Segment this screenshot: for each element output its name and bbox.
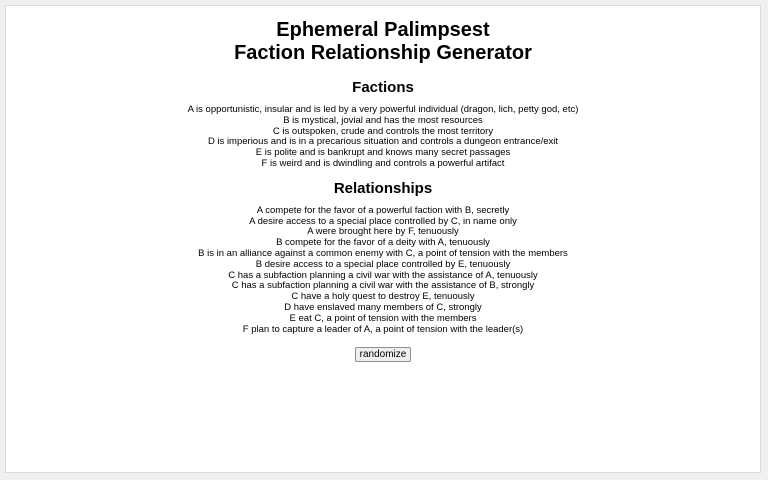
relationship-item: B desire access to a special place controlled by E, tenuously <box>255 258 511 270</box>
relationship-item: B compete for the favor of a deity with A, tenuously <box>276 237 490 249</box>
randomize-button[interactable]: randomize <box>355 347 412 362</box>
page-container <box>5 5 761 473</box>
relationship-item: C has a subfaction planning a civil war with the assistance of A, tenuously <box>228 269 538 281</box>
page-title-line2: Faction Relationship Generator <box>234 42 532 64</box>
relationships-list <box>6 206 760 336</box>
relationship-item: B is in an alliance against a common enemy with C, a point of tension with the members <box>198 247 568 259</box>
factions-list <box>6 105 760 170</box>
relationship-item: A compete for the favor of a powerful faction with B, secretly <box>256 204 510 216</box>
relationship-item: A desire access to a special place controlled by C, in name only <box>249 215 517 227</box>
factions-heading: Factions <box>352 79 414 96</box>
relationship-item: E eat C, a point of tension with the members <box>289 312 477 324</box>
relationship-item: F plan to capture a leader of A, a point of tension with the leader(s) <box>242 323 524 335</box>
faction-item: E is polite and is bankrupt and knows many secret passages <box>255 147 511 159</box>
page-title-line1: Ephemeral Palimpsest <box>276 19 490 41</box>
relationship-item: D have enslaved many members of C, strongly <box>284 301 482 313</box>
faction-item: B is mystical, jovial and has the most resources <box>283 114 483 126</box>
faction-item: C is outspoken, crude and controls the most territory <box>272 125 494 137</box>
relationships-heading: Relationships <box>333 179 433 197</box>
controls <box>6 344 760 362</box>
relationship-item: C has a subfaction planning a civil war with the assistance of B, strongly <box>231 280 535 292</box>
faction-item: A is opportunistic, insular and is led by a very powerful individual (dragon, lich, petty god, etc) <box>187 104 579 115</box>
relationship-item: C have a holy quest to destroy E, tenuously <box>291 291 475 303</box>
relationship-item: A were brought here by F, tenuously <box>307 226 459 238</box>
faction-item: D is imperious and is in a precarious situation and controls a dungeon entrance/exit <box>207 136 559 148</box>
page-title <box>6 19 760 65</box>
faction-item: F is weird and is dwindling and controls a powerful artifact <box>261 157 505 169</box>
